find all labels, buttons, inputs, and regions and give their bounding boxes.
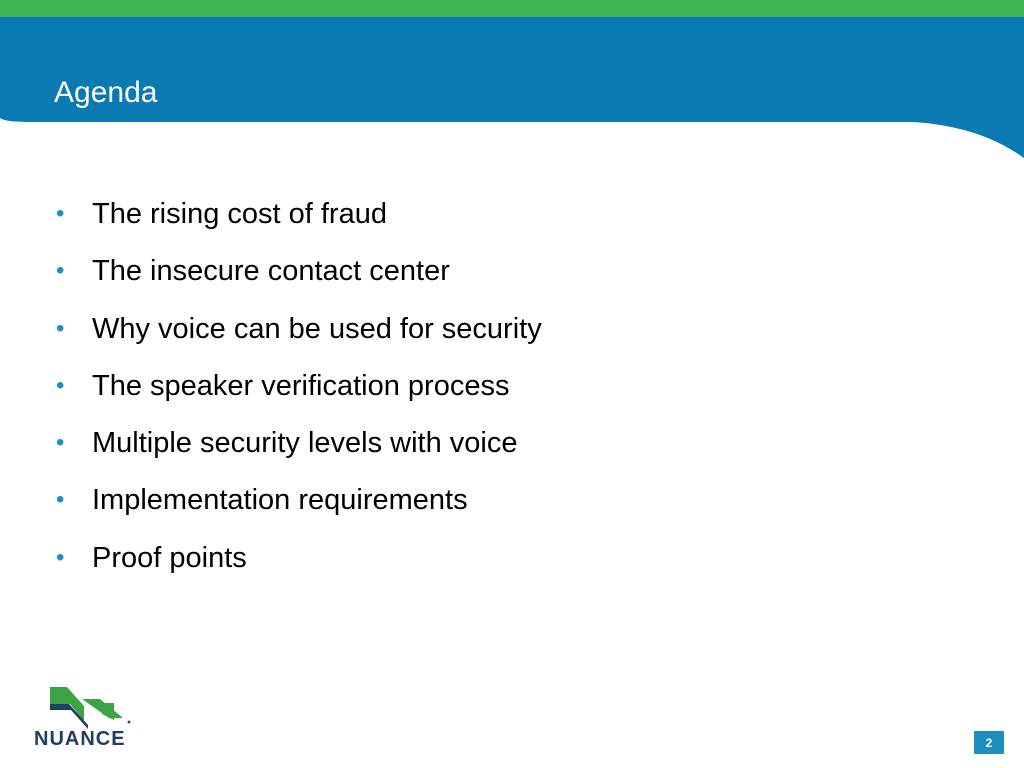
- agenda-list: [52, 196, 542, 597]
- page-number-badge: 2: [974, 731, 1004, 754]
- nuance-logo-text: NUANCE: [34, 728, 126, 750]
- agenda-item-text: Multiple security levels with voice: [92, 427, 518, 460]
- bullet-icon: •: [56, 314, 65, 342]
- agenda-item: [52, 311, 542, 368]
- bullet-icon: •: [56, 200, 65, 227]
- nuance-logo: [30, 686, 130, 756]
- agenda-item-text: Proof points: [92, 541, 247, 574]
- agenda-item: [52, 368, 542, 425]
- agenda-item-text: Why voice can be used for security: [92, 312, 542, 345]
- agenda-item: [52, 253, 542, 310]
- agenda-item-text: Implementation requirements: [92, 484, 468, 517]
- agenda-item-text: The rising cost of fraud: [92, 198, 387, 230]
- agenda-item: [52, 425, 542, 482]
- bullet-icon: •: [56, 257, 65, 285]
- bullet-icon: •: [56, 486, 65, 514]
- agenda-item: [52, 540, 542, 597]
- agenda-item: [52, 196, 542, 253]
- bullet-icon: •: [56, 429, 65, 457]
- page-title: Agenda: [54, 76, 158, 109]
- bullet-icon: •: [56, 543, 65, 571]
- top-green-strip: [0, 0, 1024, 17]
- agenda-item-text: The insecure contact center: [92, 255, 450, 288]
- nuance-logo-mark-icon: [42, 686, 154, 730]
- bullet-icon: •: [56, 371, 65, 399]
- agenda-item: [52, 482, 542, 539]
- agenda-item-text: The speaker verification process: [92, 369, 510, 402]
